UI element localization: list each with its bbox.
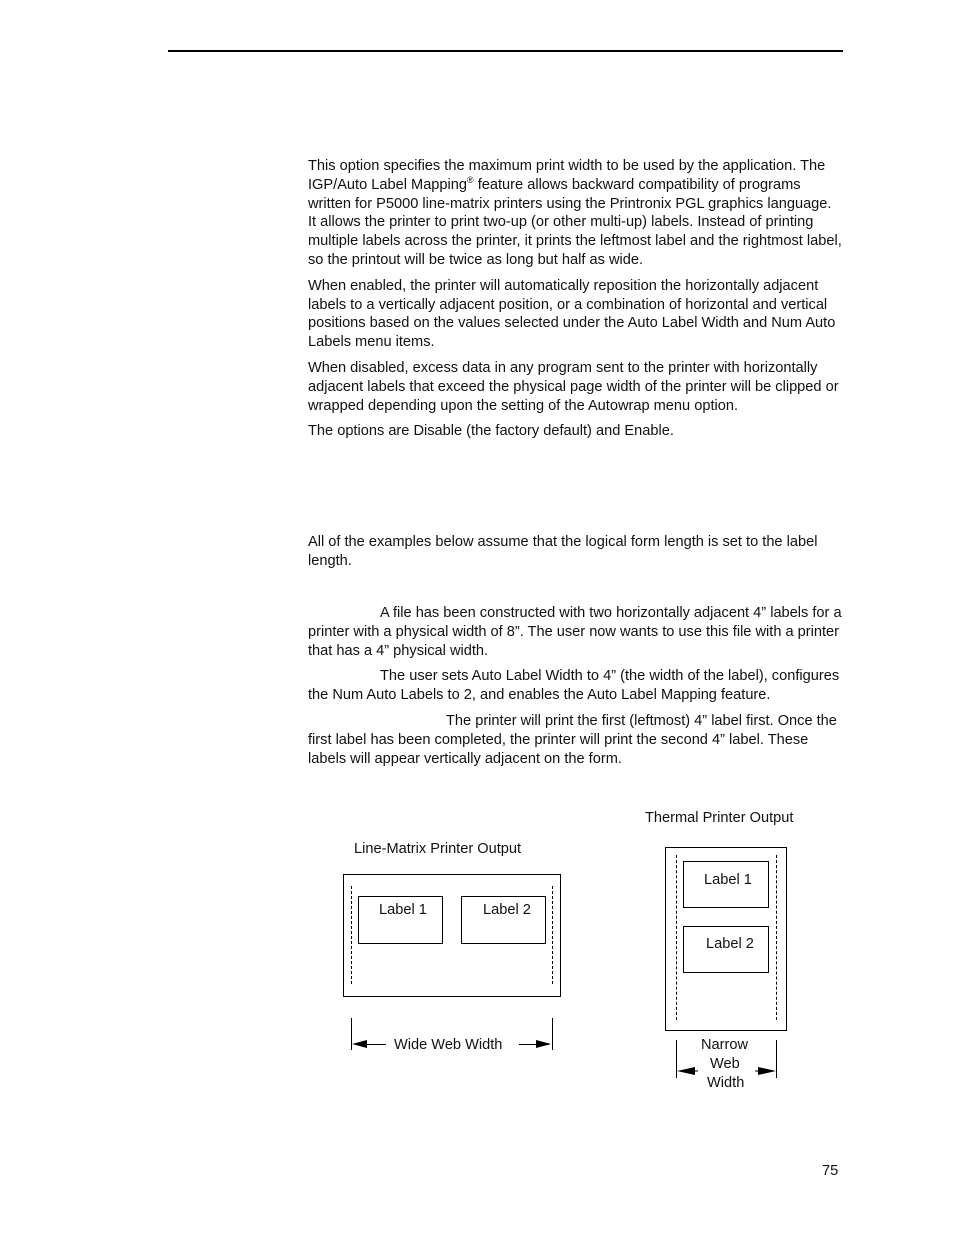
igp-feature-name: The IGP/Auto Label Mapping [308, 158, 826, 193]
paragraph-disabled: When disabled, excess data in any program sent to the printer with horizontally adjacent labels that exceed the physical page width of the printer will be clipped or wrapped depending upon the setting of the Autowrap menu option. [308, 359, 839, 414]
right-margin-line [552, 886, 553, 984]
narrow-web-width-line1: Narrow [701, 1037, 749, 1053]
narrow-label-2: Label 2 [706, 936, 754, 952]
example-block [308, 604, 843, 775]
wide-web-width: Wide Web Width [394, 1037, 503, 1053]
paragraph-enabled: When enabled, the printer will automatically reposition the horizontally adjacent labels to a vertically adjacent position, or a combination of horizontal and vertical positions based on the values selected under the Auto Label Width and Num Auto Labels menu items. [308, 277, 836, 351]
wide-label-2: Label 2 [483, 902, 531, 918]
example-solution [308, 667, 843, 705]
example-problem-text: A file has been constructed with two horizontally adjacent 4” labels for a printer with a physical width of 8”. The user now wants to use this file with a printer that has a 4” physical width. [308, 605, 842, 659]
paragraph-1 [308, 157, 843, 270]
header-rule [168, 50, 843, 52]
left-margin-line [351, 886, 352, 984]
example-result-text: The printer will print the first (leftmost) 4” label first. Once the first label has been completed, the printer will print the second 4” label. These labels will appear vertically adjacent on the form. [308, 712, 837, 767]
paragraph-options: The options are Disable (the factory default) and Enable. [308, 423, 674, 440]
narrow-right-margin-line [776, 855, 777, 1020]
example-solution-text: The user sets Auto Label Width to 4” (the width of the label), configures the Num Auto Labels to 2, and enables the Auto Label Mapping feature. [308, 668, 840, 704]
examples-intro: All of the examples below assume that the logical form length is set to the label length. [308, 534, 818, 569]
wide-label-1: Label 1 [379, 902, 427, 918]
narrow-label-1: Label 1 [704, 872, 752, 888]
registered-mark: ® [467, 174, 474, 185]
narrow-web-width-line2: Web [710, 1056, 740, 1072]
main-text [308, 157, 843, 448]
paragraph-1-rest: feature allows backward compatibility of programs written for P5000 line-matrix printers using the Printronix PGL graphics language. It allows the printer to print two-up (or other multi-up) labels. Instead of printing multiple labels across the printer, it prints the leftmost label and the rightmost label, so the printout will be twice as long but half as wide. [308, 176, 842, 268]
narrow-left-margin-line [676, 855, 677, 1020]
example-result [308, 712, 843, 768]
line-matrix-output-title: Line-Matrix Printer Output [354, 841, 522, 857]
example-problem [308, 604, 843, 660]
paragraph-1-sentence: This option specifies the maximum print width to be used by the application. [308, 158, 797, 174]
thermal-output-title: Thermal Printer Output [645, 810, 794, 826]
narrow-web-width-line3: Width [707, 1075, 745, 1091]
page-number: 75 [822, 1163, 839, 1179]
